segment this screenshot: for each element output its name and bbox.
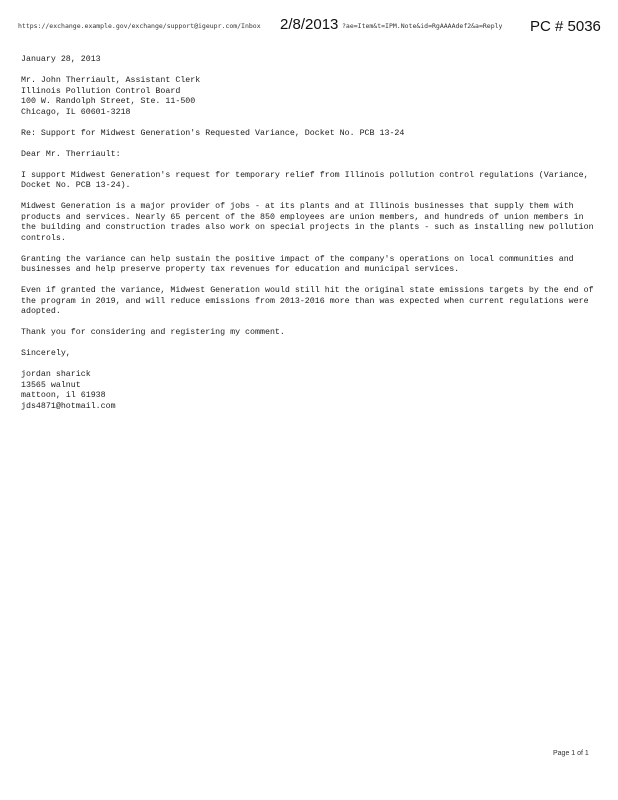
letter-body	[21, 55, 599, 423]
fax-header	[18, 16, 608, 40]
signer-city: mattoon, il 61938	[21, 391, 106, 400]
signer-street: 13565 walnut	[21, 380, 81, 390]
header-source-url: https://exchange.example.gov/exchange/support@igeupr.com/Inbox	[18, 22, 261, 30]
letter-paragraph: Even if granted the variance, Midwest Generation would still hit the original state emissions targets by the end of the program in 2019, and will reduce emissions from 2013-2016 more than was expected when current regulations were adopted.	[21, 286, 599, 316]
public-comment-number: PC # 5036	[530, 18, 601, 35]
letter-paragraph: Midwest Generation is a major provider of jobs - at its plants and at Illinois businesses that supply them with products and services. Nearly 65 percent of the 850 employees are union members, and hundreds of union members in the building and construction trades also work on special projects in the plants - such as installing new pollution controls.	[21, 202, 599, 243]
signature-block	[21, 370, 596, 412]
recipient-street: 100 W. Randolph Street, Ste. 11-500	[21, 97, 196, 106]
page-number: Page 1 of 1	[553, 750, 589, 757]
recipient-address	[21, 76, 596, 118]
letter-paragraph: Granting the variance can help sustain the positive impact of the company's operations on local communities and businesses and help preserve property tax revenues for education and municipal services.	[21, 254, 579, 274]
letter-date: January 28, 2013	[21, 55, 101, 64]
letter-paragraph: Thank you for considering and registering my comment.	[21, 328, 285, 337]
signer-email: jds4871@hotmail.com	[21, 401, 116, 411]
letter-salutation: Dear Mr. Therriault:	[21, 149, 121, 159]
letter-closing: Sincerely,	[21, 349, 71, 358]
recipient-organization: Illinois Pollution Control Board	[21, 86, 181, 96]
signer-name: jordan sharick	[21, 370, 91, 379]
recipient-city: Chicago, IL 60601-3218	[21, 107, 131, 117]
letter-subject: Re: Support for Midwest Generation's Requested Variance, Docket No. PCB 13-24	[21, 128, 405, 138]
header-date: 2/8/2013	[280, 16, 339, 33]
recipient-name: Mr. John Therriault, Assistant Clerk	[21, 76, 201, 85]
header-source-url-continued: ?ae=Item&t=IPM.Note&id=RgAAAAdef2&a=Reply	[342, 22, 503, 30]
letter-paragraph: I support Midwest Generation's request for temporary relief from Illinois pollution control regulations (Variance, Docket No. PCB 13-24).	[21, 170, 594, 190]
